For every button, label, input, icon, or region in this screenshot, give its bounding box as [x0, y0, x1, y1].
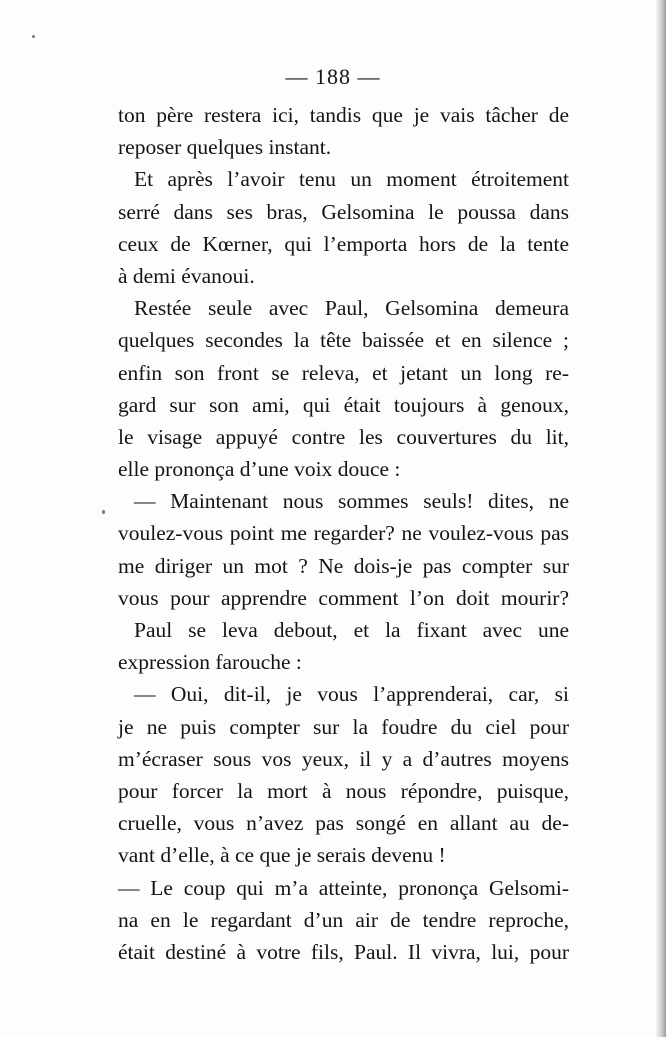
- text-line: ceux de Kœrner, qui l’emporta hors de la tente: [118, 231, 569, 256]
- text-line: na en le regardant d’un air de tendre reproche,: [118, 907, 569, 932]
- text-line: gard sur son ami, qui était toujours à genoux,: [118, 392, 569, 417]
- text-line: ton père restera ici, tandis que je vais tâcher de: [118, 103, 569, 127]
- text-line: — Maintenant nous sommes seuls! dites, ne: [134, 489, 569, 514]
- text-line: — Le coup qui m’a atteinte, prononça Gelsomi-: [118, 875, 569, 900]
- text-line: Paul se leva debout, et la fixant avec une: [134, 618, 569, 642]
- text-line: était destiné à votre fils, Paul. Il vivra, lui, pour: [118, 939, 569, 964]
- text-line: — Oui, dit-il, je vous l’apprenderai, car, si: [134, 682, 569, 707]
- text-line: m’écraser sous vos yeux, il y a d’autres moyens: [118, 746, 569, 771]
- paper-speck: [32, 35, 35, 38]
- text-line: quelques secondes la tête baissée et en silence ;: [118, 328, 569, 353]
- text-line: Restée seule avec Paul, Gelsomina demeura: [134, 296, 569, 321]
- text-line: cruelle, vous n’avez pas songé en allant au de-: [118, 811, 569, 836]
- text-line: je ne puis compter sur la foudre du ciel pour: [118, 714, 569, 739]
- page-number: — 188 —: [285, 64, 381, 89]
- text-line: enfin son front se releva, et jetant un long re-: [118, 360, 569, 385]
- text-line: serré dans ses bras, Gelsomina le poussa dans: [118, 199, 569, 224]
- text-line: reposer quelques instant.: [118, 135, 332, 160]
- text-line: le visage appuyé contre les couvertures du lit,: [118, 424, 569, 449]
- text-line: expression farouche :: [118, 650, 302, 675]
- body-text: [118, 99, 569, 968]
- text-line: voulez-vous point me regarder? ne voulez-vous pas: [118, 521, 569, 546]
- text-line: pour forcer la mort à nous répondre, puisque,: [118, 778, 569, 803]
- text-line: vant d’elle, à ce que je serais devenu !: [118, 843, 446, 868]
- text-line: à demi évanoui.: [118, 263, 255, 288]
- page-edge-shadow: [656, 0, 666, 1037]
- text-line: me diriger un mot ? Ne dois-je pas compter sur: [118, 553, 569, 578]
- paper-speck: [102, 510, 105, 514]
- text-line: elle prononça d’une voix douce :: [118, 457, 401, 482]
- text-line: Et après l’avoir tenu un moment étroitement: [134, 167, 569, 192]
- text-line: vous pour apprendre comment l’on doit mourir?: [118, 585, 569, 610]
